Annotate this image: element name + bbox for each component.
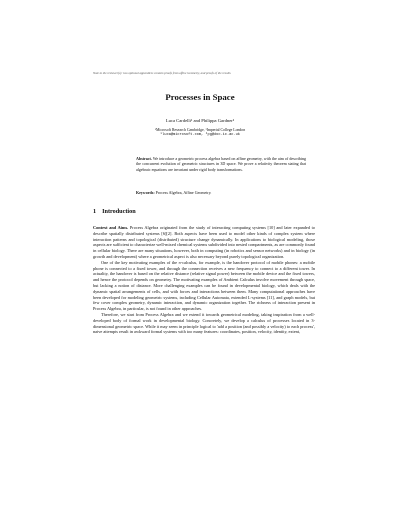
affiliation-emails: ¹luca@microsoft.com, ²pg@doc.ic.ac.uk — [160, 133, 240, 138]
paragraph-motivation — [93, 260, 315, 312]
abstract — [136, 156, 306, 172]
paragraph-text: Process Algebra originated from the study of interacting computing systems [10] and later expanded to describe spatially distributed systems [6][2]. Both aspects have been used to model other kinds of complex system where interaction patterns and topological (distributed) structure change dynamically. In applications to biological modeling, those aspects are sufficient to characterize well-mixed chemical systems subdivided into nested compartments, as are commonly found in cellular biology. There are many situations, however, both in computing (in robotics and sensor networks) and in biology (in growth and development) where a geometrical aspect is also necessary beyond purely topological organization. — [93, 225, 315, 259]
running-head-note: Note to the reviewer(s): two optional appendices contain proofs from affine Geometry, and proofs of the results. — [93, 71, 232, 75]
author-list: Luca Cardelli¹ and Philippa Gardner² — [165, 118, 235, 123]
body-text — [93, 225, 315, 335]
abstract-text: We introduce a geometric process algebra based on affine geometry, with the aim of describing the concurrent evolution of geometric structures in 3D space. We prove a relativity theorem stating that algebraic equations are invariant under rigid body transformations. — [136, 156, 306, 172]
paragraph-lead: Context and Aims. — [93, 225, 129, 230]
section-heading — [93, 208, 333, 215]
abstract-label: Abstract. — [136, 156, 152, 161]
paper-title: Processes in Space — [165, 92, 235, 102]
affiliation-institutions: ¹Microsoft Research Cambridge, ²Imperial College London — [154, 128, 246, 132]
keywords-text: Process Algebra, Affine Geometry. — [155, 190, 212, 195]
paragraph-context — [93, 225, 315, 260]
section-number: 1 — [93, 208, 97, 215]
paragraph-approach — [93, 312, 315, 335]
keywords — [136, 190, 306, 195]
keywords-label: Keywords: — [136, 190, 155, 195]
paragraph-text: Therefore, we start from Process Algebra and we extend it towards geometrical modeling, taking inspiration from a well-developed body of formal work in developmental biology. Concretely, we develop a calculus of processes located in 3-dimensional geometric space. While it may seem in principle logical to 'add a position (and possibly a velocity) to each process', naive attempts result in awkward formal systems with too many features: coordinates, position, velocity, identity, extent, — [93, 311, 315, 335]
section-title: Introduction — [102, 208, 136, 215]
paragraph-text: One of the key motivating examples of the π-calculus, for example, is the handover protocol of mobile phones: a mobile phone is connected to a fixed tower, and through the connection receives a new frequency to connect to a different tower. In actuality, the handover is based on the relative distance (relative signal power) between the mobile device and the fixed towers, and hence the protocol depends on geometry. The motivating examples of Ambient Calculus involve movement through space, but lacking a notion of distance. More challenging examples can be found in developmental biology, which deals with the dynamic spatial arrangements of cells, and with forces and interactions between them. Many computational approaches have been developed for modeling geometric systems, including Cellular Automata, extended L-systems [11], and graph models, but few cover complex geometry, dynamic interaction, and dynamic organization together. The richness of interaction present in Process Algebra, in particular, is not found in other approaches. — [93, 259, 315, 312]
affiliations — [0, 128, 400, 138]
